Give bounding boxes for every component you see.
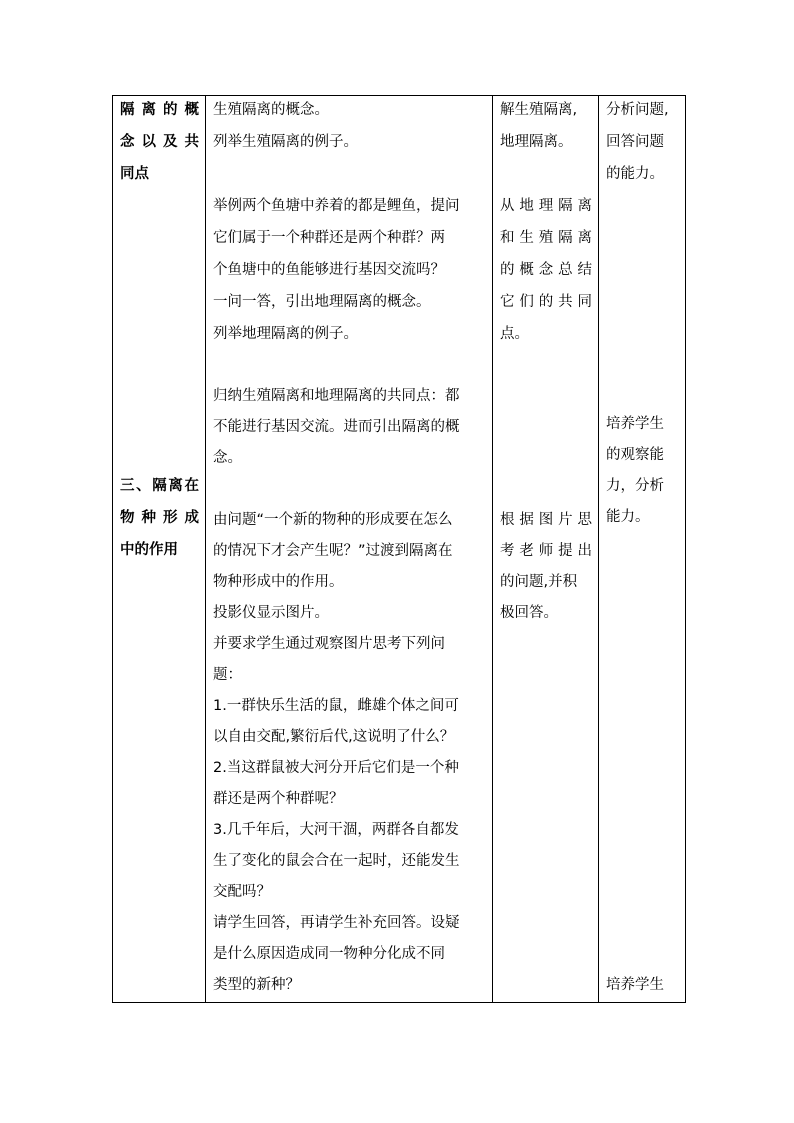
teacher-line: 是什么原因造成同一物种分化成不同 [213,946,445,962]
teacher-line: 的情况下才会产生呢？”过渡到隔离在 [213,543,453,559]
student-line: 和 生 殖 隔 离 [500,230,592,246]
teacher-activity-column [206,96,493,1003]
teacher-line: 归纳生殖隔离和地理隔离的共同点：都 [213,388,460,404]
topic-line: 念 以 及 共 [120,134,199,150]
topic-line: 同点 [120,166,149,182]
teacher-line: 它们属于一个种群还是两个种群？两 [213,230,445,246]
student-activity-column [493,96,599,1003]
teacher-line: 念。 [213,450,242,466]
student-line: 从 地 理 隔 离 [500,198,592,214]
teacher-line: 3.几千年后，大河干涸，两群各自都发 [213,822,459,838]
intent-line: 回答问题 [606,134,664,150]
teacher-line: 1.一群快乐生活的鼠，雌雄个体之间可 [213,698,459,714]
student-line: 根 据 图 片 思 [500,512,592,528]
teacher-line: 交配吗？ [213,884,271,900]
teacher-line: 并要求学生通过观察图片思考下列问 [213,636,445,652]
teacher-line: 投影仪显示图片。 [213,605,329,621]
teacher-line: 举例两个鱼塘中养着的都是鲤鱼，提问 [213,198,460,214]
intent-line: 的能力。 [606,166,664,182]
topic-line: 中的作用 [120,542,178,558]
teacher-line: 请学生回答，再请学生补充回答。设疑 [213,915,460,931]
intent-line: 培养学生 [606,977,664,993]
table-row [113,96,686,1003]
student-line: 的问题,并积 [500,574,578,590]
design-intent-column [599,96,686,1003]
topic-line: 三 、 隔 离 在 [120,478,199,494]
intent-line: 能力。 [606,509,650,525]
student-line: 考 老 师 提 出 [500,543,592,559]
student-line: 地理隔离。 [500,134,573,150]
student-line: 极回答。 [500,605,558,621]
teacher-line: 个鱼塘中的鱼能够进行基因交流吗？ [213,262,445,278]
teacher-line: 不能进行基因交流。进而引出隔离的概 [213,419,460,435]
intent-line: 分析问题, [606,102,669,118]
student-line: 它 们 的 共 同 [500,294,592,310]
teacher-line: 题： [213,667,242,683]
teacher-line: 生了变化的鼠会合在一起时，还能发生 [213,853,460,869]
student-line: 点。 [500,326,529,342]
teacher-line: 列举生殖隔离的例子。 [213,134,358,150]
teacher-line: 群还是两个种群呢？ [213,791,344,807]
student-line: 解生殖隔离, [500,102,578,118]
topic-column [113,96,206,1003]
intent-line: 力，分析 [606,478,664,494]
student-line: 的 概 念 总 结 [500,262,592,278]
topic-line: 隔 离 的 概 [120,102,199,118]
teacher-line: 以自由交配,繁衍后代,这说明了什么？ [213,729,455,745]
teacher-line: 类型的新种？ [213,977,300,993]
teacher-line: 物种形成中的作用。 [213,574,344,590]
teacher-line: 由问题“一个新的物种的形成要在怎么 [213,512,453,528]
lesson-plan-table [112,95,686,1003]
teacher-line: 生殖隔离的概念。 [213,102,329,118]
intent-line: 培养学生 [606,416,664,432]
teacher-line: 2.当这群鼠被大河分开后它们是一个种 [213,760,459,776]
topic-line: 物 种 形 成 [120,510,199,526]
teacher-line: 列举地理隔离的例子。 [213,326,358,342]
teacher-line: 一问一答，引出地理隔离的概念。 [213,294,431,310]
intent-line: 的观察能 [606,447,664,463]
